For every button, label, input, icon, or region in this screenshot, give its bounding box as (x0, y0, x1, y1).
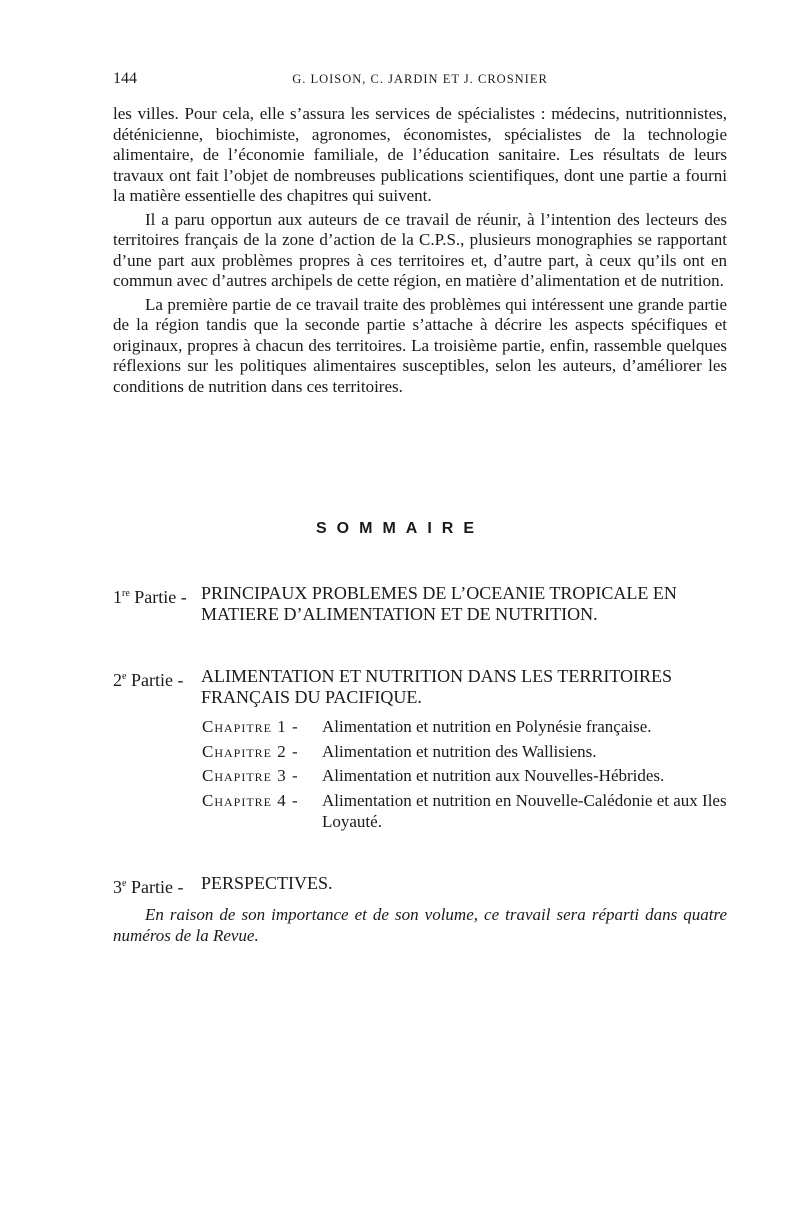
chapter-separator: - (292, 717, 299, 736)
part-title: PRINCIPAUX PROBLEMES DE L’OCEANIE TROPICALE EN MATIERE D’ALIMENTATION ET DE NUTRITION. (201, 583, 677, 624)
part-title: ALIMENTATION ET NUTRITION DANS LES TERRITOIRES FRANÇAIS DU PACIFIQUE. (201, 666, 673, 707)
publication-note: En raison de son importance et de son volume, ce travail sera réparti dans quatre numéros de la Revue. (113, 905, 727, 945)
part-separator: - (180, 587, 187, 607)
paragraph: La première partie de ce travail traite des problèmes qui intéressent une grande partie de la région tandis que la seconde partie s’attache à décrire les aspects spécifiques et originaux, propres à chacun des territoires. La troisième partie, enfin, rassemble quelques réflexions sur les politiques alimentaires susceptibles, selon les auteurs, d’améliorer les conditions de nutrition dans ces territoires. (113, 294, 727, 396)
part-title: PERSPECTIVES. (201, 873, 333, 893)
part-word: Partie (130, 670, 173, 690)
part-label (113, 666, 183, 691)
body-text (113, 104, 727, 397)
part-separator: - (177, 670, 184, 690)
chapter-number: Chapitre 3 (202, 766, 287, 785)
chapter-separator: - (292, 791, 299, 810)
chapter-separator: - (292, 766, 299, 785)
chapter-title: Alimentation et nutrition des Wallisiens. (322, 742, 597, 761)
chapter-label (202, 716, 299, 737)
paragraph: les villes. Pour cela, elle s’assura les services de spécialistes : médecins, nutritionnistes, déténicienne, biochimiste, agronomes, économistes, spécialistes de la technologie alimentaire, de l’économie familiale, de l’éducation sanitaire. Les résultats de leurs travaux ont fait l’objet de nombreuses publications scientifiques, dont une partie a fourni la matière essentielle des chapitres qui suivent. (113, 104, 727, 205)
chapter-label (202, 790, 299, 811)
running-header-authors: G. LOISON, C. JARDIN ET J. CROSNIER (292, 72, 548, 86)
part-word: Partie (130, 877, 173, 897)
sommaire-heading: SOMMAIRE (316, 520, 484, 537)
part-number: 2 (113, 670, 122, 690)
chapter-title: Alimentation et nutrition en Nouvelle-Calédonie et aux Iles Loyauté. (322, 791, 727, 831)
part-suffix: re (122, 588, 130, 599)
part-label (113, 873, 183, 898)
paragraph: Il a paru opportun aux auteurs de ce travail de réunir, à l’intention des lecteurs des territoires français de la zone d’action de la C.P.S., plusieurs monographies se rapportant d’une part aux problèmes propres à ces territoires et, d’autre part, à ceux qu’ils ont en commun avec d’autres archipels de cette région, en matière d’alimentation et de nutrition. (113, 209, 727, 290)
chapter-label (202, 741, 299, 762)
chapter-label (202, 765, 299, 786)
chapter-separator: - (292, 742, 299, 761)
part-number: 3 (113, 877, 122, 897)
chapter-title: Alimentation et nutrition aux Nouvelles-Hébrides. (322, 766, 665, 785)
part-suffix: e (122, 671, 127, 682)
part-word: Partie (134, 587, 177, 607)
chapter-number: Chapitre 4 (202, 791, 287, 810)
chapter-number: Chapitre 2 (202, 742, 287, 761)
page-number: 144 (113, 70, 137, 87)
chapter-number: Chapitre 1 (202, 717, 287, 736)
running-header (113, 70, 727, 92)
part-suffix: e (122, 878, 127, 889)
chapter-title: Alimentation et nutrition en Polynésie française. (322, 717, 652, 736)
part-number: 1 (113, 587, 122, 607)
part-label (113, 583, 187, 608)
part-separator: - (177, 877, 184, 897)
